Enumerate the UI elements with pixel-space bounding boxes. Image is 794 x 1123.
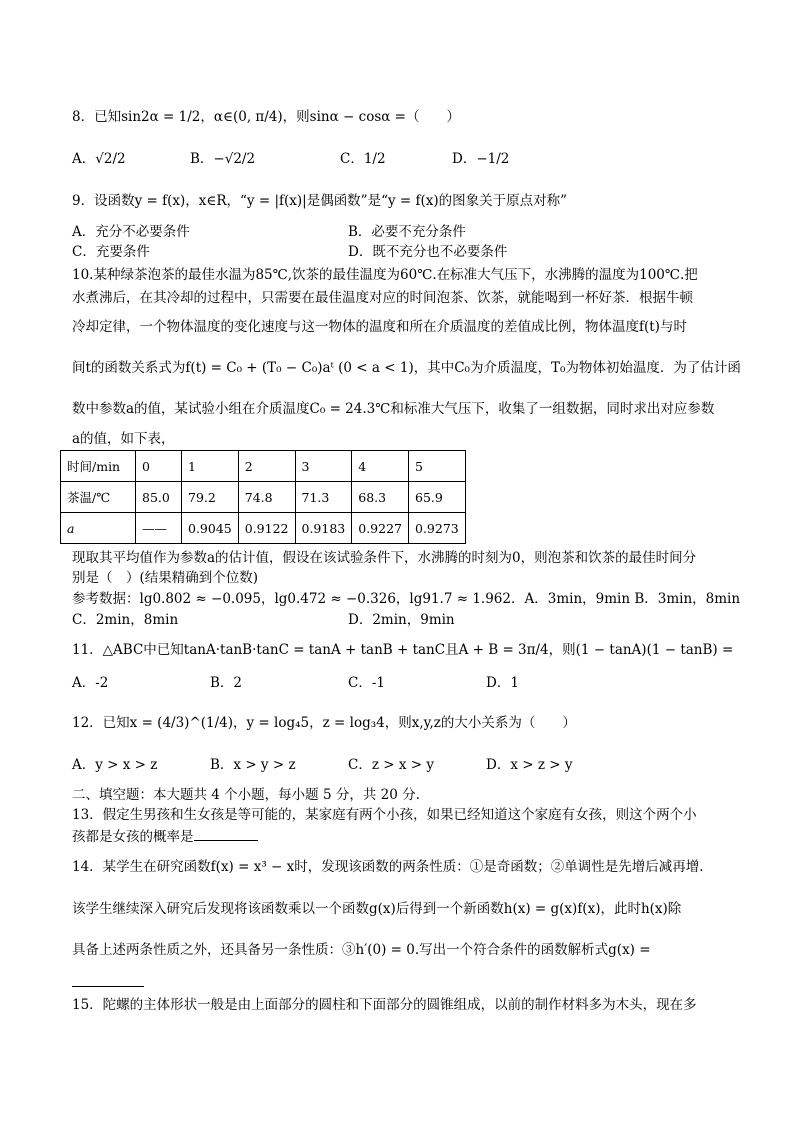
q10-after-3: 参考数据：lg0.802 ≈ −0.095，lg0.472 ≈ −0.326，lg91.7 ≈ 1.962．A．3min，9min B．3min，8min bbox=[72, 591, 741, 607]
table-cell: 0.9045 bbox=[182, 513, 239, 544]
table-cell: 85.0 bbox=[136, 482, 182, 513]
q8-option-d: D．−1/2 bbox=[452, 151, 510, 167]
table-row-parameter-a bbox=[61, 513, 466, 544]
table-row-temperature bbox=[61, 482, 466, 513]
q10-line-1: 10.某种绿茶泡茶的最佳水温为85℃,饮茶的最佳温度为60℃.在标准大气压下，水沸腾的温度为100℃.把 bbox=[72, 267, 698, 283]
table-cell: 1 bbox=[182, 451, 239, 482]
table-cell: 0.9273 bbox=[409, 513, 466, 544]
q12-option-a: A．y > x > z bbox=[72, 757, 158, 773]
q10-line-5: 数中参数a的值，某试验小组在介质温度C₀ = 24.3℃和标准大气压下，收集了一组数据，同时求出对应参数 bbox=[72, 401, 715, 417]
answer-blank bbox=[194, 828, 258, 841]
q12-option-b: B．x > y > z bbox=[210, 757, 296, 773]
q11-option-c: C．-1 bbox=[348, 675, 385, 691]
table-cell: 0.9122 bbox=[238, 513, 295, 544]
q14-line-2: 该学生继续深入研究后发现将该函数乘以一个函数g(x)后得到一个新函数h(x) = g(x)f(x)，此时h(x)除 bbox=[72, 901, 682, 917]
q8-stem: 8．已知sin2α = 1/2，α∈(0, π/4)，则sinα − cosα =（ ） bbox=[72, 109, 460, 125]
table-cell: 5 bbox=[409, 451, 466, 482]
q12-option-c: C．z > x > y bbox=[348, 757, 434, 773]
table-cell: 0.9227 bbox=[352, 513, 409, 544]
q9-stem: 9．设函数y = f(x)，x∈R，“y = |f(x)|是偶函数”是“y = f(x)的图象关于原点对称” bbox=[72, 193, 568, 209]
q13-line-2 bbox=[72, 828, 258, 846]
q8-option-c: C．1/2 bbox=[340, 151, 386, 167]
q10-line-4: 间t的函数关系式为f(t) = C₀ + (T₀ − C₀)aᵗ (0 < a < 1)，其中C₀为介质温度，T₀为物体初始温度．为了估计函 bbox=[72, 360, 741, 376]
q15-line-1: 15．陀螺的主体形状一般是由上面部分的圆柱和下面部分的圆锥组成，以前的制作材料多为木头，现在多 bbox=[72, 997, 697, 1013]
q13-line-2-text: 孩都是女孩的概率是 bbox=[72, 829, 194, 845]
table-cell: 79.2 bbox=[182, 482, 239, 513]
table-cell: a bbox=[61, 513, 136, 544]
table-cell: 65.9 bbox=[409, 482, 466, 513]
table-cell: 4 bbox=[352, 451, 409, 482]
q8-option-b: B．−√2/2 bbox=[190, 151, 256, 167]
q13-line-1: 13．假定生男孩和生女孩是等可能的，某家庭有两个小孩，如果已经知道这个家庭有女孩，则这个两个小 bbox=[72, 807, 697, 823]
table-cell: 0.9183 bbox=[295, 513, 352, 544]
table-row-time bbox=[61, 451, 466, 482]
q9-option-b: B．必要不充分条件 bbox=[348, 224, 466, 240]
table-cell: —— bbox=[136, 513, 182, 544]
table-cell: 71.3 bbox=[295, 482, 352, 513]
q12-stem: 12．已知x = (4/3)^(1/4)，y = log₄5，z = log₃4，则x,y,z的大小关系为（ ） bbox=[72, 715, 576, 731]
q9-option-d: D．既不充分也不必要条件 bbox=[348, 244, 508, 260]
table-cell: 3 bbox=[295, 451, 352, 482]
table-cell: 时间/min bbox=[61, 451, 136, 482]
table-cell: 74.8 bbox=[238, 482, 295, 513]
tea-data-table bbox=[60, 450, 466, 544]
q9-option-c: C．充要条件 bbox=[72, 244, 150, 260]
q12-option-d: D．x > z > y bbox=[486, 757, 573, 773]
q8-option-a: A．√2/2 bbox=[72, 151, 126, 167]
answer-blank bbox=[72, 986, 144, 987]
table-cell: 0 bbox=[136, 451, 182, 482]
q10-after-1: 现取其平均值作为参数a的估计值，假设在该试验条件下，水沸腾的时刻为0，则泡茶和饮茶的最佳时间分 bbox=[72, 550, 697, 566]
q11-stem: 11．△ABC中已知tanA·tanB·tanC = tanA + tanB + tanC且A + B = 3π/4，则(1 − tanA)(1 − tanB) = bbox=[72, 642, 734, 658]
table-cell: 茶温/℃ bbox=[61, 482, 136, 513]
section-2-heading: 二、填空题：本大题共 4 个小题，每小题 5 分，共 20 分. bbox=[72, 787, 420, 803]
q10-option-c: C．2min，8min bbox=[72, 612, 179, 628]
q11-option-d: D．1 bbox=[486, 675, 519, 691]
q11-option-b: B．2 bbox=[210, 675, 243, 691]
table-cell: 68.3 bbox=[352, 482, 409, 513]
q14-line-1: 14．某学生在研究函数f(x) = x³ − x时，发现该函数的两条性质：①是奇函数；②单调性是先增后减再增. bbox=[72, 859, 704, 875]
q10-option-d: D．2min，9min bbox=[348, 612, 455, 628]
q9-option-a: A．充分不必要条件 bbox=[72, 224, 190, 240]
q10-after-2: 别是（ ）(结果精确到个位数) bbox=[72, 570, 259, 586]
q10-line-2: 水煮沸后，在其冷却的过程中，只需要在最佳温度对应的时间泡茶、饮茶，就能喝到一杯好茶．根据牛顿 bbox=[72, 290, 693, 306]
q10-line-3: 冷却定律，一个物体温度的变化速度与这一物体的温度和所在介质温度的差值成比例，物体温度f(t)与时 bbox=[72, 319, 687, 335]
q11-option-a: A．-2 bbox=[72, 675, 109, 691]
table-cell: 2 bbox=[238, 451, 295, 482]
q10-line-6: a的值，如下表， bbox=[72, 431, 175, 447]
q14-line-3: 具备上述两条性质之外，还具备另一条性质：③h′(0) = 0.写出一个符合条件的函数解析式g(x) = bbox=[72, 942, 651, 958]
